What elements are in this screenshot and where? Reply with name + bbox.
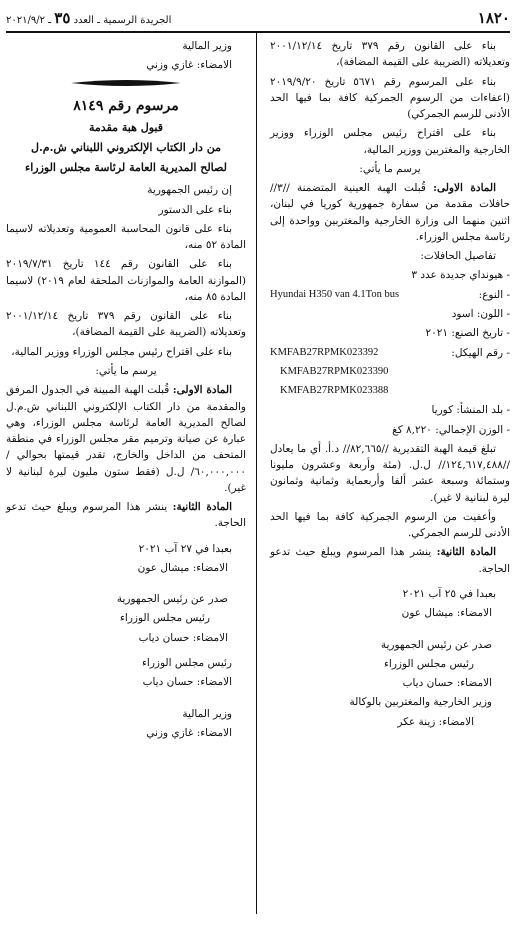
detail-type: [270, 287, 510, 303]
pm-title-2: رئيس مجلس الوزراء: [141, 657, 232, 669]
article-two-text: ينشر هذا المرسوم ويبلغ حيث تدعو الحاجة.: [6, 501, 246, 530]
journal-title: [6, 7, 171, 30]
chassis-number-1: KMFAB27RPMK023392: [270, 346, 379, 358]
article-two-label: المادة الثانية:: [172, 501, 232, 514]
issued-by-president: صدر عن رئيس الجمهورية: [116, 593, 228, 606]
article-two-label: المادة الثانية:: [436, 546, 496, 559]
issue-date: ـ ٢٠٢١/٩/٢: [6, 15, 52, 27]
signing-date: بعبدا في ٢٧ آب ٢٠٢١: [138, 542, 232, 555]
president-signature: الامضاء: ميشال عون: [401, 607, 492, 620]
decree-subtitle-3: لصالح المديرية العامة لرئاسة مجلس الوزراء: [25, 161, 227, 175]
preamble-proposal: بناء على اقتراح رئيس مجلس الوزراء ووزير المالية،: [11, 345, 232, 358]
foreign-minister-signature: الامضاء: زينة عكر: [397, 715, 474, 728]
decree-subtitle-2: من دار الكتاب الإلكتروني اللبناني ش.م.ل: [30, 141, 222, 155]
decrees-heading: يرسم ما يأتي:: [95, 365, 157, 378]
chassis-number-3: KMFAB27RPMK023388: [280, 385, 389, 397]
article-two: [6, 499, 246, 532]
spacer: [270, 625, 510, 637]
detail-manufacture-date: - تاريخ الصنع: ٢٠٢١: [425, 327, 510, 340]
spacer: [6, 694, 246, 706]
detail-color: - اللون: اسود: [451, 307, 510, 320]
detail-chassis: [270, 345, 510, 361]
header-rule: [6, 31, 510, 33]
bus-details-heading: تفاصيل الحافلات:: [420, 250, 496, 263]
spacer: [6, 579, 246, 591]
issue-number: ٣٥: [54, 9, 71, 28]
left-column: [6, 38, 246, 744]
article-one-label: المادة الاولى:: [172, 384, 232, 397]
column-divider: [256, 33, 257, 914]
pm-title: رئيس مجلس الوزراء: [383, 657, 474, 670]
detail-type-label: - النوع:: [478, 288, 510, 301]
preamble-accounting-law: بناء على قانون المحاسبة العمومية وتعديلاته لاسيما المادة ٥٢ منه،: [6, 222, 246, 252]
detail-count: - هيونداي جديدة عدد ٣: [411, 269, 510, 282]
foreign-minister-title: وزير الخارجية والمغتربين بالوكالة: [349, 696, 492, 709]
pm-signature-2: الامضاء: حسان دياب: [142, 676, 232, 689]
detail-origin: - بلد المنشأ: كوريا: [431, 404, 510, 417]
preamble-constitution: بناء على الدستور: [158, 203, 232, 216]
preamble-decree-5671: بناء على المرسوم رقم ٥٦٧١ تاريخ ٢٠١٩/٩/٢٠ (اعفاءات من الرسوم الجمركية كافة بما فيها الحد الأدنى للرسم الجمركي): [270, 75, 510, 121]
page-number: ١٨٢٠: [477, 9, 510, 28]
decree-title: مرسوم رقم ٨١٤٩: [73, 97, 179, 114]
decrees-heading: يرسم ما يأتي:: [359, 162, 421, 175]
preamble-law-144: بناء على القانون رقم ١٤٤ تاريخ ٢٠١٩/٧/٣١ (الموازنة العامة والموازنات الملحقة لعام ٢٠١٩) لاسيما المادة ٨٥ منه،: [6, 258, 246, 303]
finance-minister-title: وزير المالية: [182, 707, 232, 720]
article-two: [270, 544, 510, 577]
customs-exemption: وأعفيت من الرسوم الجمركية كافة بما فيها الحد الأدنى للرسم الجمركي.: [270, 510, 510, 540]
article-one-text: قُبلت الهبة العينية المتضمنة //٣// حافلات مقدمة من سفارة جمهورية كوريا في لبنان، اثنين منهما الى وزارة الخارجية والمغتربين وواحدة إلى رئاسة مجلس الوزراء.: [270, 182, 510, 243]
preamble-proposal: بناء على اقتراح رئيس مجلس الوزراء ووزير الخارجية والمغتربين ووزير المالية،: [270, 127, 510, 156]
detail-type-value: Hyundai H350 van 4.1Ton bus: [270, 288, 400, 300]
article-one-text: قُبلت الهبة المبينة في الجدول المرفق والمقدمة من دار الكتاب الإلكتروني اللبناني ش.م.ل لصالح المديرية العامة لرئاسة مجلس الوزراء، وهي عبارة عن صيانة وترميم مقر مجلس الوزراء في منطقة المتحف من الداخل والخارج، تقدر قيمتها بحوالي /٦٠,٠٠٠,٠٠٠/ ل.ل (فقط ستون مليون ليرة لبنانية لا غير).: [6, 384, 246, 494]
issued-by-president: صدر عن رئيس الجمهورية: [380, 638, 492, 651]
detail-weight: - الوزن الإجمالي: ٨,٢٢٠ كغ: [392, 423, 510, 436]
article-one: [6, 382, 246, 496]
journal-name: الجريدة الرسمية ـ العدد: [73, 15, 172, 27]
page-header: [6, 8, 510, 30]
right-column: [270, 38, 510, 733]
article-one-label: المادة الاولى:: [433, 182, 496, 195]
chassis-number-2: KMFAB27RPMK023390: [280, 365, 389, 377]
finance-minister-signature: الامضاء: غازي وزني: [146, 726, 232, 739]
ornament-divider: [6, 78, 246, 88]
pm-signature: الامضاء: حسان دياب: [138, 631, 228, 644]
preamble-law-379: بناء على القانون رقم ٣٧٩ تاريخ ٢٠٠١/١٢/١٤ وتعديلاته (الضريبة على القيمة المضافة)،: [6, 310, 246, 339]
ornament-icon: [71, 78, 181, 88]
detail-chassis-label: - رقم الهيكل:: [451, 346, 510, 359]
article-one: [270, 180, 510, 245]
article-two-text: ينشر هذا المرسوم ويبلغ حيث تدعو الحاجة.: [270, 546, 510, 575]
finance-minister-signature-top: الامضاء: غازي وزني: [146, 59, 232, 72]
preamble-law-379: بناء على القانون رقم ٣٧٩ تاريخ ٢٠٠١/١٢/١٤ وتعديلاته (الضريبة على القيمة المضافة)،: [270, 40, 510, 69]
decree-subtitle-1: قبول هبة مقدمة: [89, 121, 163, 135]
finance-minister-title-top: وزير المالية: [182, 40, 232, 52]
pm-signature: الامضاء: حسان دياب: [402, 677, 492, 690]
signing-date: بعبدا في ٢٥ آب ٢٠٢١: [402, 587, 496, 600]
president-opening: إن رئيس الجمهورية: [147, 184, 232, 197]
donation-value: تبلغ قيمة الهبة التقديرية //٨٢,٦٦٥// د.أ. أي ما يعادل //١٢٤,٦١٧,٤٨٨// ل.ل. (مئة وأربعة وعشرون مليونا وستمائة وسبعة عشر ألفا وأربعماية وثمانية وثمانون ليرة لبنانية لا غير).: [270, 442, 510, 504]
president-signature: الامضاء: ميشال عون: [137, 561, 228, 574]
pm-title: رئيس مجلس الوزراء: [119, 612, 210, 625]
